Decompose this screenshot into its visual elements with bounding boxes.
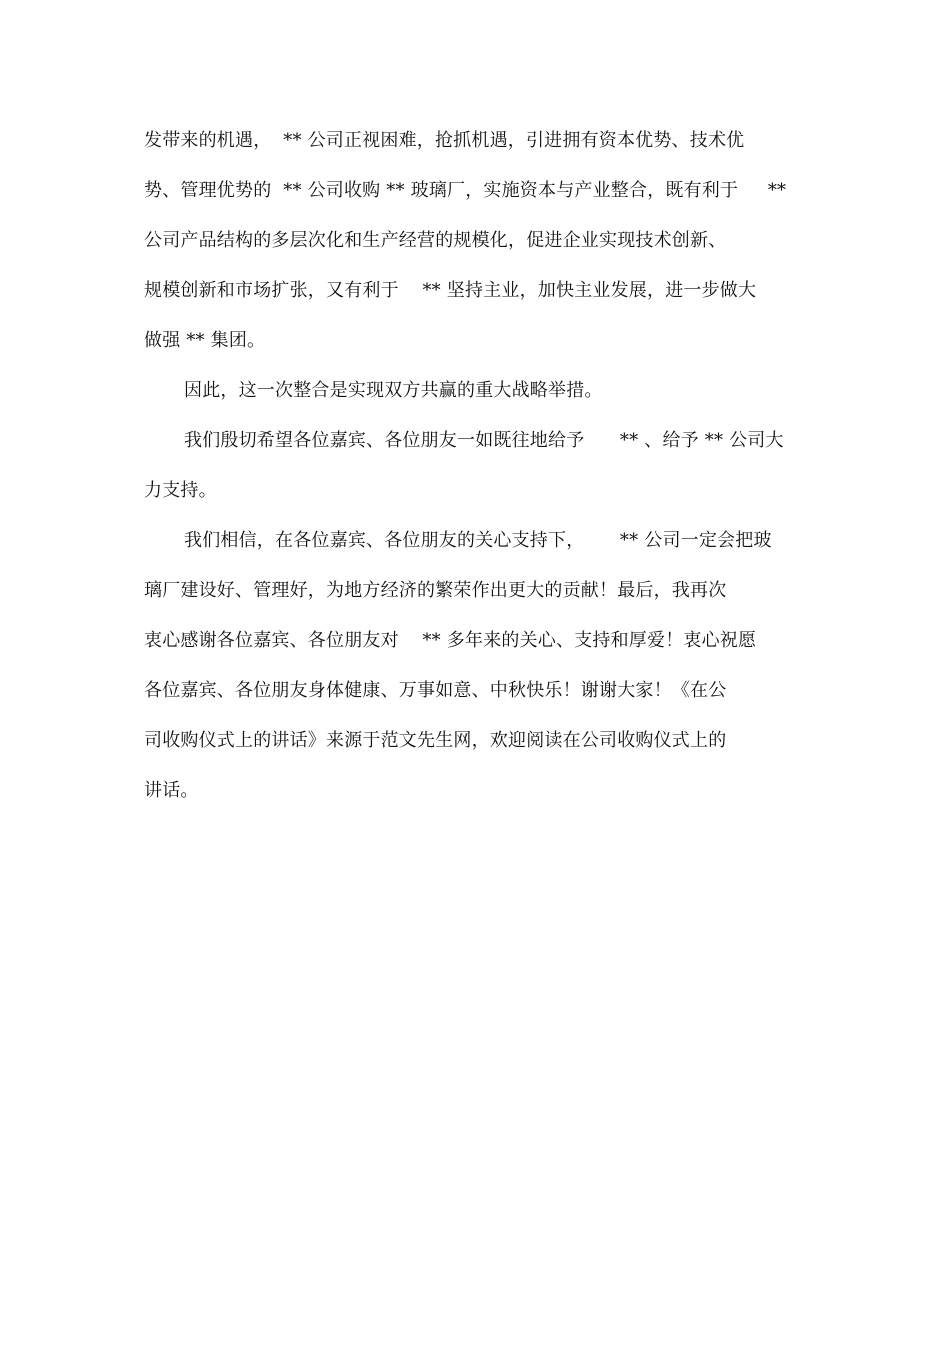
text-line: 力支持。 bbox=[144, 480, 217, 501]
text-line: 各位嘉宾、各位朋友身体健康、万事如意、中秋快乐！谢谢大家！《在公 bbox=[144, 680, 727, 701]
text-line: 司收购仪式上的讲话》来源于范文先生网，欢迎阅读在公司收购仪式上的 bbox=[144, 730, 727, 751]
text-line: 璃厂建设好、管理好，为地方经济的繁荣作出更大的贡献！最后，我再次 bbox=[144, 580, 727, 601]
text-line: 讲话。 bbox=[144, 780, 199, 801]
text-line: 做强 ** 集团。 bbox=[144, 330, 266, 351]
text-line: 规模创新和市场扩张，又有利于 ** 坚持主业，加快主业发展，进一步做大 bbox=[144, 280, 757, 301]
text-line: 发带来的机遇， ** 公司正视困难，抢抓机遇，引进拥有资本优势、技术优 bbox=[144, 130, 745, 151]
text-line: 公司产品结构的多层次化和生产经营的规模化，促进企业实现技术创新、 bbox=[144, 230, 727, 251]
paragraph-first-line: 因此，这一次整合是实现双方共赢的重大战略举措。 bbox=[184, 380, 603, 401]
text-line: 势、管理优势的 ** 公司收购 ** 玻璃厂，实施资本与产业整合，既有利于 ** bbox=[144, 180, 787, 201]
paragraph-first-line: 我们相信，在各位嘉宾、各位朋友的关心支持下， ** 公司一定会把玻 bbox=[184, 530, 772, 551]
text-line: 衷心感谢各位嘉宾、各位朋友对 ** 多年来的关心、支持和厚爱！衷心祝愿 bbox=[144, 630, 757, 651]
paragraph-first-line: 我们殷切希望各位嘉宾、各位朋友一如既往地给予 ** 、给予 ** 公司大 bbox=[184, 430, 784, 451]
